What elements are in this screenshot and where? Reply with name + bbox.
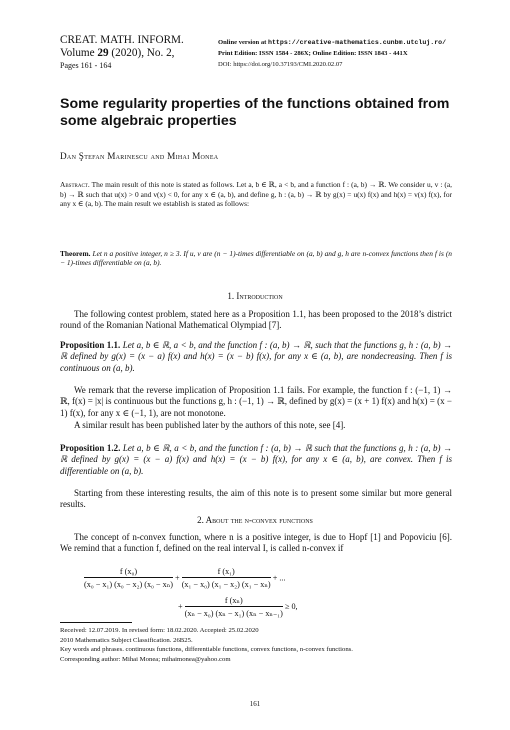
journal-pages: Pages 161 - 164 [60,61,112,70]
proposition-1-1 [60,340,452,374]
proposition-1-1-label: Proposition 1.1. [60,340,121,350]
theorem-text: Let n a positive integer, n ≥ 3. If u, v are (n − 1)-times differentiable on (a, b) and g, h are n-convex functions then f is (n − 1)-times differentiable on (a, b). [60,249,453,268]
online-version-line: Online version at https://creative-mathematics.cunbm.utcluj.ro/ [218,39,447,46]
paper-title: Some regularity properties of the functions obtained from some algebraic properties [60,96,450,129]
abstract-label: Abstract. [60,180,90,189]
journal-header [60,34,184,72]
corresponding-author: Corresponding author: Mihai Monea; mihaimonea@yahoo.com [60,655,231,663]
intro-paragraph-1: The following contest problem, stated here as a Proposition 1.1, has been proposed to the 2018’s district round of the Romanian National Mathematical Olympiad [7]. [60,309,452,331]
section-1-heading: 1. Introduction [227,291,283,301]
formula-term-n: $\frac{\text{f (xₙ)}}{\text{(xₙ − x₀) (xₙ − x₁) (xₙ − xₙ₋₁)}}$ [184,596,283,618]
issn-line: Print Edition: ISSN 1584 - 286X; Online Edition: ISSN 1843 - 441X [218,50,408,58]
proposition-1-2-text: Let a, b ∈ ℝ, a < b, and the function f : (a, b) → ℝ such that the functions g, h : (a, b) → ℝ defined by g(x) = (x − a) f(x) and h(x) = (x − b) f(x), for any x ∈ (a, b), are convex. Then f is differentiable on (a, b). [60,443,453,476]
doi-link[interactable]: DOI: https://doi.org/10.37193/CMI.2020.02.07 [218,61,343,69]
intro-paragraph-3: A similar result has been published later by the authors of this note, see [4]. [74,420,346,430]
section-2-heading: 2. About the n-convex functions [197,515,313,525]
intro-paragraph-2: We remark that the reverse implication of Proposition 1.1 fails. For example, the function f : (−1, 1) → ℝ, f(x) = |x| is continuous but the functions g, h : (−1, 1) → ℝ, defined by g(x) = (x + 1) f(x) and h(x) = (x − 1) f(x), for any x ∈ (−1, 1), are not monotone. [60,385,452,418]
paper-authors: Dan Ştefan Marinescu and Mihai Monea [60,151,219,161]
keywords: Key words and phrases. continuous functions, differentiable functions, convex functions, n-convex functions. [60,646,353,654]
page-number: 161 [249,700,261,708]
proposition-1-2-label: Proposition 1.2. [60,443,121,453]
n-convex-formula-line-1: $\frac{\text{f (x₀)}}{\text{(x₀ − x₁) (x₀ − x₂) (x₀ − xₙ)}}$ + $\frac{\text{f (x₁)}}{\text{(x₁ − x₀) (x₁ − x₂) (x₁ − xₙ)}}$ + ... [84,567,286,589]
journal-volume-line: Volume 29 (2020), No. 2, [60,47,175,59]
msc-classification: 2010 Mathematics Subject Classification. 26B25. [60,636,193,644]
proposition-1-2 [60,443,452,477]
received-dates: Received: 12.07.2019. In revised form: 18.02.2020. Accepted: 25.02.2020 [60,627,259,634]
abstract [60,180,452,209]
footnotes [60,626,452,664]
journal-url-link[interactable]: https://creative-mathematics.cunbm.utcluj.ro/ [268,39,447,46]
formula-term-1: $\frac{\text{f (x₀)}}{\text{(x₀ − x₁) (x₀ − x₂) (x₀ − xₙ)}}$ [84,567,173,589]
section-2-paragraph-1: The concept of n-convex function, where n is a positive integer, is due to Hopf [1] and Popoviciu [6]. We remind that a function f, defined on the real interval I, is called n-convex if [60,532,452,554]
n-convex-formula-line-2: + $\frac{\text{f (xₙ)}}{\text{(xₙ − x₀) (xₙ − x₁) (xₙ − xₙ₋₁)}}$ ≥ 0, [178,596,298,618]
footnote-divider [60,622,132,623]
abstract-text: The main result of this note is stated as follows. Let a, b ∈ ℝ, a < b, and a function f : (a, b) → ℝ. We consider u, v : (a, b) → ℝ such that u(x) > 0 and v(x) < 0, for any x ∈ (a, b), and define g, h : (a, b) → ℝ by g(x) = u(x) f(x) and h(x) = v(x) f(x), for any x ∈ (a, b). The main result we establish is stated as follows: [60,180,452,209]
publication-info [218,37,508,71]
journal-volume: 29 [97,47,109,59]
abstract-theorem [60,249,452,268]
journal-name: CREAT. MATH. INFORM. [60,34,184,46]
theorem-label: Theorem. [60,249,91,258]
proposition-1-1-text: Let a, b ∈ ℝ, a < b, and the function f : (a, b) → ℝ, such that the functions g, h : (a, b) → ℝ defined by g(x) = (x − a) f(x) and h(x) = (x − b) f(x), for any x ∈ (a, b), are nondecreasing. Then f is continuous on (a, b). [60,340,453,373]
formula-term-2: $\frac{\text{f (x₁)}}{\text{(x₁ − x₀) (x₁ − x₂) (x₁ − xₙ)}}$ [181,567,271,589]
intro-paragraph-4: Starting from these interesting results, the aim of this note is to present some similar but more general results. [60,488,452,510]
